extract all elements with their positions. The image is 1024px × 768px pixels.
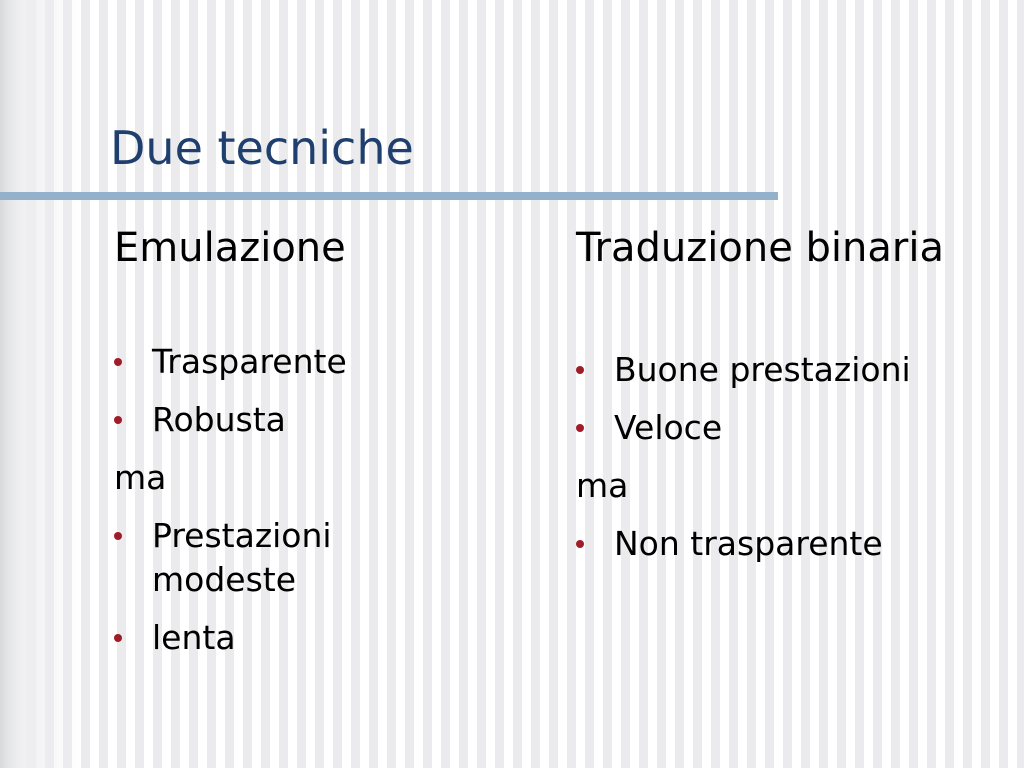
list-item	[576, 522, 1016, 566]
title-divider	[0, 192, 778, 200]
list-item-text: Buone prestazioni	[614, 350, 911, 389]
bullet-dot-icon	[576, 424, 584, 432]
list-item-text: Veloce	[614, 408, 723, 447]
bullet-dot-icon	[114, 358, 122, 366]
bullet-dot-icon	[114, 532, 122, 540]
bullet-dot-icon	[576, 366, 584, 374]
list-item	[114, 616, 534, 660]
list-item	[114, 340, 534, 384]
column-emulazione	[114, 220, 534, 674]
bullet-dot-icon	[114, 416, 122, 424]
list-item-text: Robusta	[152, 400, 286, 439]
list-item	[114, 514, 412, 602]
slide-title: Due tecniche	[110, 121, 414, 175]
column-heading: Traduzione binaria	[576, 225, 944, 271]
column-heading: Emulazione	[114, 225, 346, 271]
list-item	[114, 398, 534, 442]
list-item-text: Non trasparente	[614, 524, 883, 563]
list-item	[576, 348, 1016, 392]
list-item-text: ma	[114, 458, 167, 497]
bullet-dot-icon	[114, 634, 122, 642]
list-item-text: lenta	[152, 618, 236, 657]
list-item	[576, 406, 1016, 450]
column-traduzione-binaria	[576, 220, 1016, 580]
bullet-list	[114, 340, 534, 660]
bullet-dot-icon	[576, 540, 584, 548]
connector-text	[576, 464, 1016, 508]
list-item-text: ma	[576, 466, 629, 505]
list-item-text: Trasparente	[152, 342, 347, 381]
bullet-list	[576, 348, 1016, 566]
connector-text	[114, 456, 534, 500]
list-item-text: Prestazioni modeste	[152, 516, 332, 599]
